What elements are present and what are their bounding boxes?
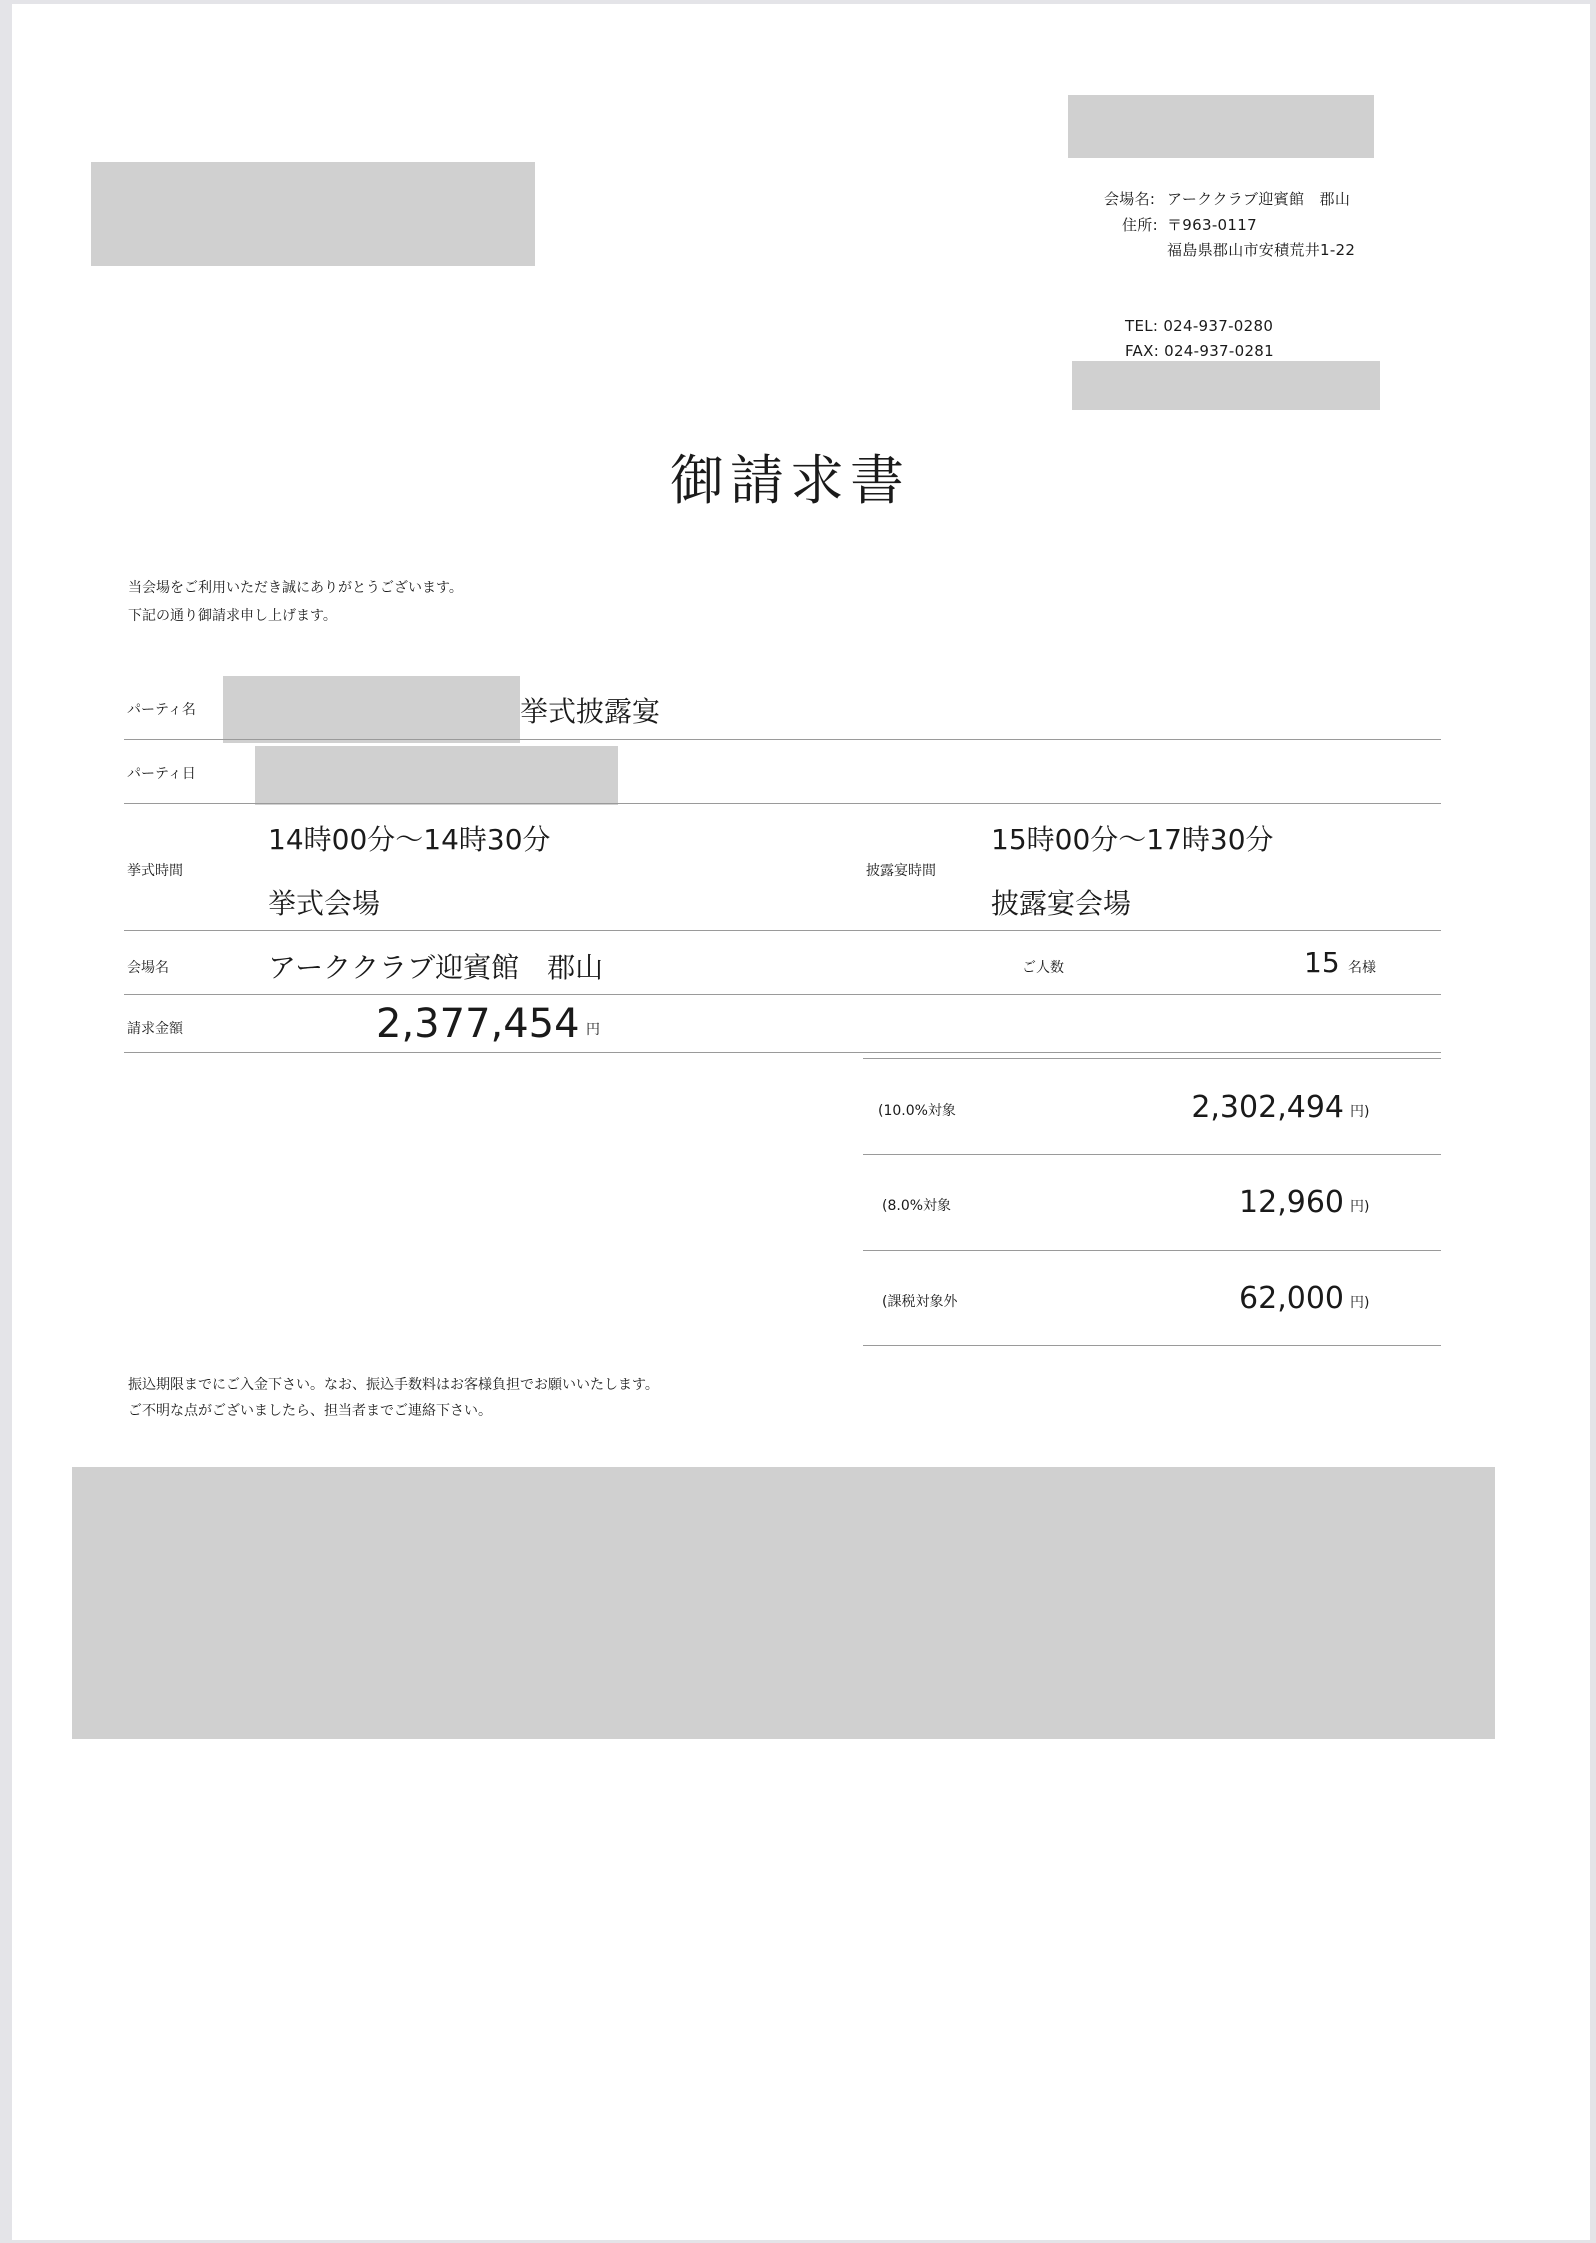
redacted-bank-info <box>72 1467 1495 1739</box>
reception-time: 15時00分〜17時30分 <box>991 823 1274 856</box>
party-name-label: パーティ名 <box>127 702 196 718</box>
tax-unit-8: 円) <box>1350 1199 1370 1215</box>
divider <box>124 994 1441 995</box>
ceremony-time-label: 挙式時間 <box>127 863 183 879</box>
tax-unit-exempt: 円) <box>1350 1295 1370 1311</box>
venue-value: アーククラブ迎賓館 郡山 <box>1167 190 1351 208</box>
redacted-party-date <box>255 746 618 805</box>
page-title: 御請求書 <box>670 449 910 512</box>
amount-value: 2,377,454 <box>376 1001 580 1047</box>
note-line-2: ご不明な点がございましたら、担当者までご連絡下さい。 <box>128 1403 492 1419</box>
postal-code: 〒963-0117 <box>1167 216 1257 234</box>
divider <box>124 1052 1441 1053</box>
redacted-recipient <box>91 162 535 266</box>
venue-row-label: 会場名 <box>127 960 169 976</box>
divider <box>863 1345 1441 1346</box>
divider <box>124 803 1441 804</box>
tax-label-8: (8.0%対象 <box>882 1198 952 1214</box>
tax-value-8: 12,960 <box>1239 1185 1344 1220</box>
tax-label-exempt: (課税対象外 <box>882 1294 958 1310</box>
amount-label: 請求金額 <box>127 1021 183 1037</box>
venue-row-value: アーククラブ迎賓館 郡山 <box>268 951 604 984</box>
divider <box>124 739 1441 740</box>
venue-label: 会場名: <box>1104 190 1156 208</box>
tax-unit-10: 円) <box>1350 1104 1370 1120</box>
tax-label-10: (10.0%対象 <box>878 1103 956 1119</box>
party-date-label: パーティ日 <box>127 766 196 782</box>
tel: TEL: 024-937-0280 <box>1125 317 1274 335</box>
reception-time-label: 披露宴時間 <box>866 863 936 879</box>
party-name-suffix: 挙式披露宴 <box>520 695 661 728</box>
invoice-page <box>12 4 1590 2240</box>
redacted-logo <box>1068 95 1374 158</box>
address-label: 住所: <box>1122 216 1158 234</box>
divider <box>863 1058 1441 1059</box>
tax-value-exempt: 62,000 <box>1239 1281 1344 1316</box>
ceremony-venue: 挙式会場 <box>268 887 381 920</box>
guests-label: ご人数 <box>1022 960 1064 976</box>
divider <box>863 1250 1441 1251</box>
guests-value: 15 <box>1304 946 1340 979</box>
divider <box>863 1154 1441 1155</box>
guests-unit: 名様 <box>1348 960 1376 976</box>
address: 福島県郡山市安積荒井1-22 <box>1167 241 1356 259</box>
ceremony-time: 14時00分〜14時30分 <box>268 823 551 856</box>
intro-line-1: 当会場をご利用いただき誠にありがとうございます。 <box>128 580 463 596</box>
redacted-party-name <box>223 676 520 743</box>
note-line-1: 振込期限までにご入金下さい。なお、振込手数料はお客様負担でお願いいたします。 <box>128 1377 659 1393</box>
amount-unit: 円 <box>586 1022 600 1038</box>
tax-value-10: 2,302,494 <box>1191 1090 1344 1125</box>
intro-line-2: 下記の通り御請求申し上げます。 <box>128 608 337 624</box>
fax: FAX: 024-937-0281 <box>1125 342 1274 360</box>
redacted-staff <box>1072 361 1380 410</box>
reception-venue: 披露宴会場 <box>991 887 1132 920</box>
divider <box>124 930 1441 931</box>
